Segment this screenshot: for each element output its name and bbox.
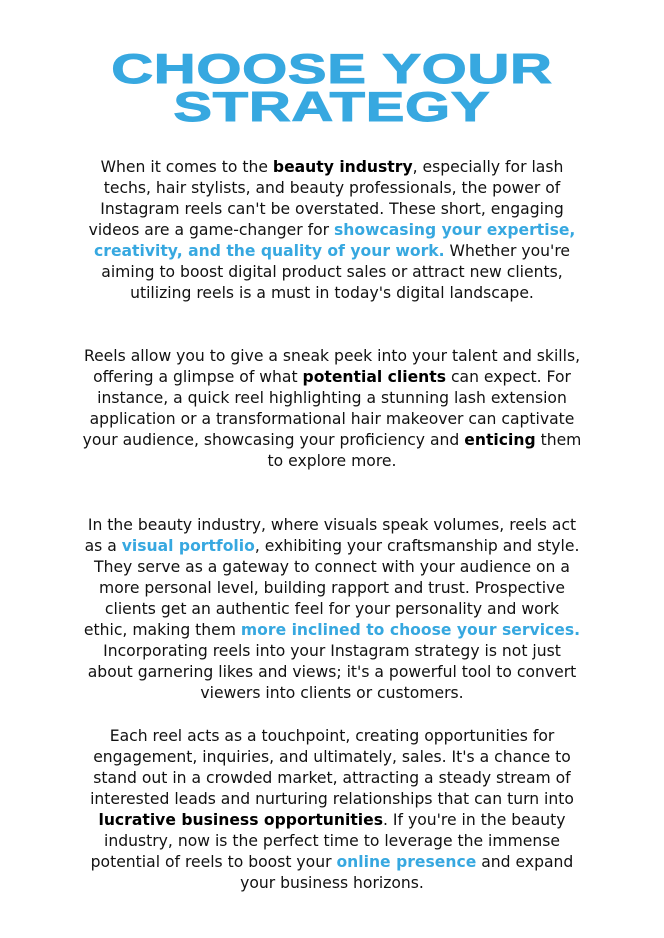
body-text: utilizing reels is a must in today's digital landscape. (130, 284, 534, 302)
text-line (0, 747, 664, 768)
body-text: aiming to boost digital product sales or attract new clients, (101, 263, 563, 281)
paragraph-intro (0, 157, 664, 304)
body-text: to explore more. (267, 452, 397, 470)
body-text: videos are a game-changer for (88, 221, 335, 239)
text-line (0, 451, 664, 472)
body-text: your audience, showcasing your proficiency and (82, 431, 465, 449)
paragraph-reels-peek (0, 346, 664, 472)
title-line-1: CHOOSE YOUR (111, 45, 553, 92)
highlight-text: creativity, and the quality of your work. (94, 242, 445, 260)
body-text: them (535, 431, 582, 449)
text-line (0, 726, 664, 747)
text-line (0, 199, 664, 220)
body-text: , especially for lash (412, 158, 564, 176)
highlight-text: showcasing your expertise, (334, 221, 576, 239)
body-text: . If you're in the beauty (383, 811, 566, 829)
page-title (0, 45, 664, 130)
text-line (0, 831, 664, 852)
text-line (0, 873, 664, 894)
text-line (0, 683, 664, 704)
body-text: and expand (476, 853, 574, 871)
paragraph-touchpoint (0, 726, 664, 894)
paragraph-visual-portfolio (0, 515, 664, 704)
text-line (0, 430, 664, 451)
bold-text: beauty industry (272, 158, 413, 176)
title-line-2: STRATEGY (173, 83, 491, 130)
text-line (0, 388, 664, 409)
text-line (0, 220, 664, 241)
body-text: ethic, making them (83, 621, 241, 639)
body-text: potential of reels to boost your (90, 853, 337, 871)
body-text: When it comes to the (100, 158, 273, 176)
text-line (0, 641, 664, 662)
text-line (0, 367, 664, 388)
body-text: as a (84, 537, 122, 555)
text-line (0, 599, 664, 620)
body-text: techs, hair stylists, and beauty professionals, the power of (103, 179, 561, 197)
body-text: Incorporating reels into your Instagram strategy is not just (103, 642, 561, 660)
text-line (0, 157, 664, 178)
body-text: Each reel acts as a touchpoint, creating opportunities for (109, 727, 555, 745)
text-line (0, 409, 664, 430)
body-text: Reels allow you to give a sneak peek into your talent and skills, (83, 347, 581, 365)
text-line (0, 346, 664, 367)
highlight-text: online presence (336, 853, 477, 871)
text-line (0, 515, 664, 536)
bold-text: enticing (464, 431, 536, 449)
body-text: more personal level, building rapport and trust. Prospective (99, 579, 565, 597)
body-text: They serve as a gateway to connect with your audience on a (94, 558, 570, 576)
text-line (0, 262, 664, 283)
highlight-text: visual portfolio (121, 537, 255, 555)
text-line (0, 557, 664, 578)
body-text: application or a transformational hair makeover can captivate (89, 410, 575, 428)
body-text: can expect. For (445, 368, 571, 386)
body-text: In the beauty industry, where visuals speak volumes, reels act (87, 516, 577, 534)
bold-text: potential clients (302, 368, 446, 386)
body-text: engagement, inquiries, and ultimately, sales. It's a chance to (93, 748, 571, 766)
text-line (0, 283, 664, 304)
text-line (0, 789, 664, 810)
body-text: Instagram reels can't be overstated. These short, engaging (100, 200, 564, 218)
body-text: interested leads and nurturing relationships that can turn into (90, 790, 574, 808)
bold-text: lucrative business opportunities (98, 811, 384, 829)
text-line (0, 620, 664, 641)
body-text: instance, a quick reel highlighting a stunning lash extension (97, 389, 567, 407)
body-text: viewers into clients or customers. (200, 684, 464, 702)
text-line (0, 852, 664, 873)
body-text: your business horizons. (240, 874, 424, 892)
text-line (0, 662, 664, 683)
body-text: Whether you're (444, 242, 570, 260)
text-line (0, 178, 664, 199)
text-line (0, 241, 664, 262)
body-text: industry, now is the perfect time to leverage the immense (104, 832, 560, 850)
body-text: offering a glimpse of what (93, 368, 303, 386)
text-line (0, 578, 664, 599)
text-line (0, 810, 664, 831)
body-text: clients get an authentic feel for your personality and work (104, 600, 560, 618)
body-text: stand out in a crowded market, attracting a steady stream of (93, 769, 571, 787)
text-line (0, 536, 664, 557)
body-text: about garnering likes and views; it's a powerful tool to convert (87, 663, 577, 681)
text-line (0, 768, 664, 789)
body-text: , exhibiting your craftsmanship and style. (254, 537, 580, 555)
highlight-text: more inclined to choose your services. (240, 621, 581, 639)
